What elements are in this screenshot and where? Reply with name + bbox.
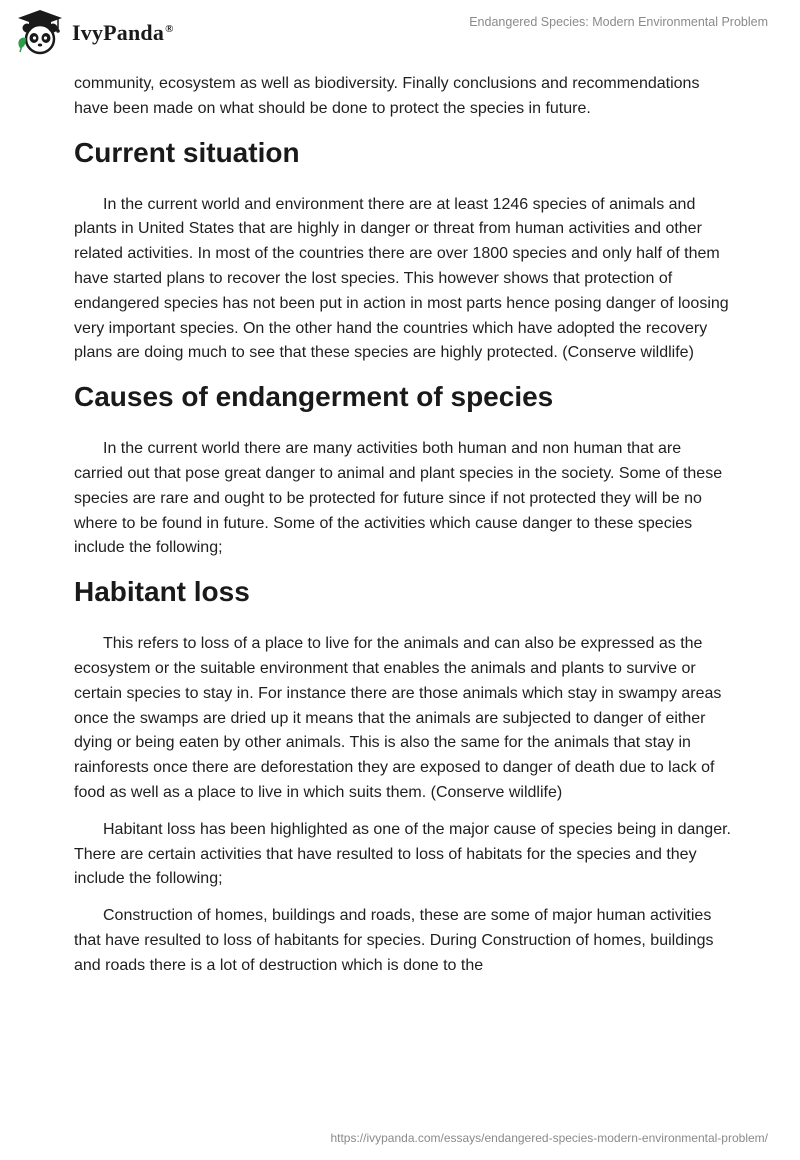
section-heading-causes: Causes of endangerment of species [74,381,554,413]
section-heading-current-situation: Current situation [74,136,300,168]
source-url-link[interactable]: https://ivypanda.com/essays/endangered-species-modern-environmental-problem/ [330,1131,768,1145]
paragraph: In the current world there are many activities both human and non human that are carried out that pose great danger to animal and plant species in the society. Some of these species are rare and ought to be protected for future since if not protected they will be no where to be found in future. Some of the activities which cause danger to these species include the following; [74,440,723,557]
section-heading-habitant-loss: Habitant loss [74,576,250,608]
page-header [0,0,800,66]
paragraph: community, ecosystem as well as biodiversity. Finally conclusions and recommendations have been made on what should be done to protect the species in future. [74,75,700,117]
paragraph: Construction of homes, buildings and roads, these are some of major human activities that have resulted to loss of habitants for species. During Construction of homes, buildings and roads there is a lot of destruction which is done to the [74,907,714,974]
paragraph: This refers to loss of a place to live for the animals and can also be expressed as the ecosystem or the suitable environment that enables the animals and plants to survive or certain species to stay in. For instance there are those animals which stay in swampy areas once the swamps are dried up it means that the animals are subjected to danger of either dying or being eaten by other animals. This is also the same for the animals that stay in rainforests once there are deforestation they are exposed to danger of death due to lack of food as well as a place to live in which suits them. (Conserve wildlife) [74,635,722,801]
document-title: Endangered Species: Modern Environmental Problem [469,15,768,29]
essay-body [74,72,734,991]
logo-wordmark: IvyPanda® [72,20,174,45]
panda-graduate-icon [14,8,66,56]
paragraph: In the current world and environment there are at least 1246 species of animals and plants in United States that are highly in danger or threat from human activities and other related activities. In most of the countries there are over 1800 species and only half of them have started plans to recover the lost species. This however shows that protection of endangered species has not been put in action in most parts hence posing danger of loosing very important species. On the other hand the countries which have adopted the recovery plans are doing much to see that these species are highly protected. (Conserve wildlife) [74,195,729,362]
paragraph: Habitant loss has been highlighted as one of the major cause of species being in danger. There are certain activities that have resulted to loss of habitats for the species and they include the following; [74,820,731,888]
ivypanda-logo[interactable] [14,8,174,56]
